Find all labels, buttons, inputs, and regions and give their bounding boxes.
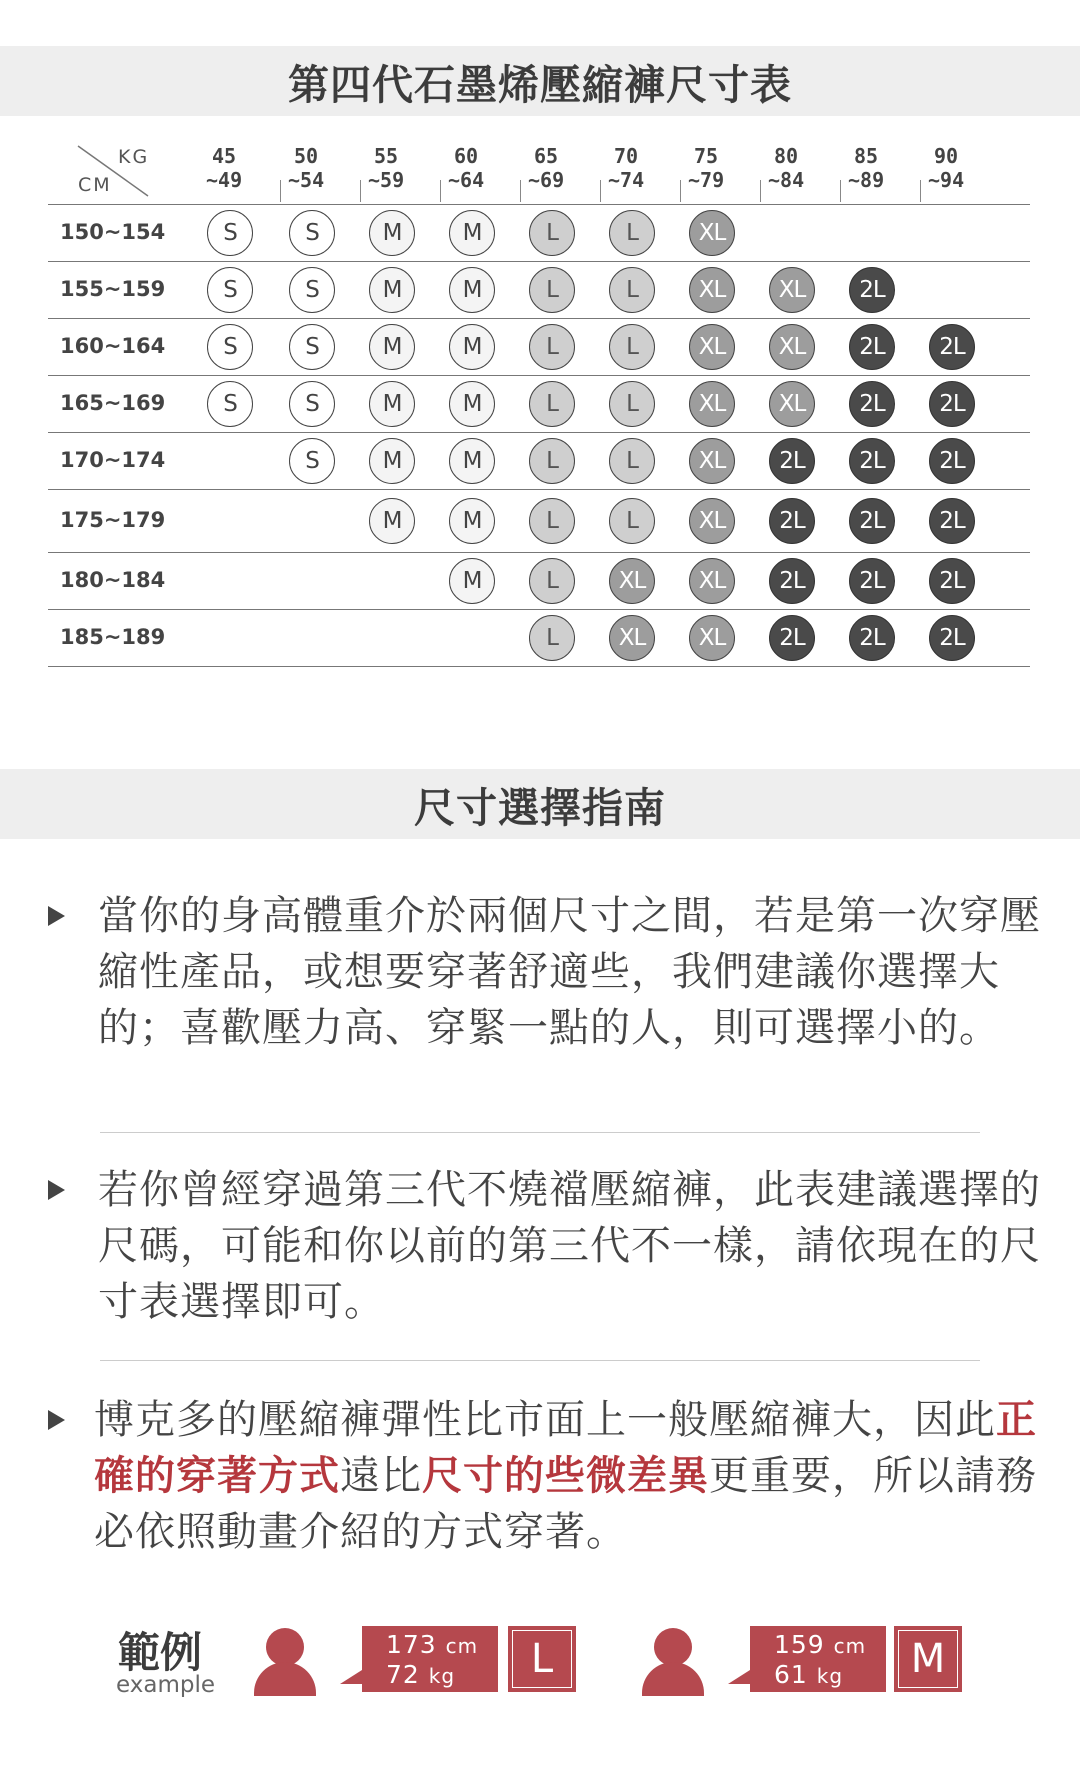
- size-badge: 2L: [929, 438, 975, 484]
- divider: [100, 1360, 980, 1361]
- weight-range-end: ~94: [928, 168, 965, 192]
- size-badge: L: [529, 324, 575, 370]
- size-badge: S: [289, 438, 335, 484]
- height-range-label: 175~179: [60, 508, 166, 532]
- size-badge: L: [609, 438, 655, 484]
- size-badge: 2L: [769, 615, 815, 661]
- size-badge: 2L: [769, 438, 815, 484]
- example-2-weight-unit: kg: [816, 1664, 844, 1688]
- weight-range-header: [848, 144, 928, 192]
- size-badge: XL: [689, 267, 735, 313]
- weight-range-end: ~79: [688, 168, 725, 192]
- column-separator: [280, 180, 281, 202]
- weight-range-start: 75: [694, 144, 719, 168]
- height-range-label: 160~164: [60, 334, 166, 358]
- weight-range-start: 50: [294, 144, 319, 168]
- guide-text-3: [94, 1392, 1054, 1560]
- example-section: [0, 1620, 1080, 1730]
- guide-text-2: 若你曾經穿過第三代不燒襠壓縮褲，此表建議選擇的尺碼，可能和你以前的第三代不一樣，請依現在的尺寸表選擇即可。: [98, 1167, 1041, 1325]
- guide-text-1: 當你的身高體重介於兩個尺寸之間，若是第一次穿壓縮性產品，或想要穿著舒適些，我們建議你選擇大的；喜歡壓力高、穿緊一點的人，則可選擇小的。: [98, 893, 1041, 1051]
- size-badge: XL: [689, 498, 735, 544]
- size-badge: M: [449, 324, 495, 370]
- size-badge: M: [449, 210, 495, 256]
- height-range-label: 185~189: [60, 625, 166, 649]
- weight-range-start: 85: [854, 144, 879, 168]
- size-badge: 2L: [769, 498, 815, 544]
- guide-title: 尺寸選擇指南: [0, 769, 1080, 839]
- size-badge: L: [529, 267, 575, 313]
- table-row: [48, 433, 1030, 490]
- size-table: [48, 138, 1030, 667]
- weight-range-header: [608, 144, 688, 192]
- size-badge: M: [369, 381, 415, 427]
- guide-text-3-part2: 遠比: [340, 1453, 422, 1499]
- size-badge: S: [207, 381, 253, 427]
- size-badge: S: [289, 324, 335, 370]
- example-1-size: L: [530, 1636, 554, 1682]
- size-badge: 2L: [849, 558, 895, 604]
- guide-text-3-part1: 博克多的壓縮褲彈性比市面上一般壓縮褲大，因此: [94, 1397, 996, 1443]
- example-1-measurements: [362, 1626, 498, 1692]
- weight-range-header: [688, 144, 768, 192]
- example-subtitle: example: [116, 1672, 215, 1698]
- size-badge: S: [289, 210, 335, 256]
- size-badge: L: [529, 381, 575, 427]
- column-separator: [920, 180, 921, 202]
- size-badge: XL: [689, 615, 735, 661]
- weight-range-end: ~89: [848, 168, 885, 192]
- weight-range-header: [528, 144, 608, 192]
- column-separator: [520, 180, 521, 202]
- triangle-bullet-icon: [48, 1180, 65, 1200]
- size-badge: M: [449, 558, 495, 604]
- example-2-size: M: [910, 1636, 946, 1682]
- weight-range-header: [928, 144, 1008, 192]
- weight-range-start: 65: [534, 144, 559, 168]
- size-badge: XL: [769, 381, 815, 427]
- weight-range-start: 70: [614, 144, 639, 168]
- weight-range-start: 90: [934, 144, 959, 168]
- size-badge: 2L: [849, 267, 895, 313]
- size-badge: S: [289, 381, 335, 427]
- size-badge: 2L: [929, 558, 975, 604]
- triangle-bullet-icon: [48, 1410, 65, 1430]
- column-separator: [440, 180, 441, 202]
- height-range-label: 180~184: [60, 568, 166, 592]
- size-badge: L: [609, 381, 655, 427]
- table-row: [48, 490, 1030, 553]
- size-badge: L: [529, 210, 575, 256]
- divider: [100, 1132, 980, 1133]
- highlight-correct-wearing: 正確的穿著方式: [94, 1397, 1037, 1499]
- size-badge: M: [369, 438, 415, 484]
- size-badge: L: [529, 498, 575, 544]
- size-badge: S: [207, 210, 253, 256]
- example-1-height: 173: [386, 1630, 437, 1659]
- size-badge: M: [369, 267, 415, 313]
- size-badge: 2L: [849, 324, 895, 370]
- page-title: 第四代石墨烯壓縮褲尺寸表: [0, 46, 1080, 116]
- weight-range-end: ~59: [368, 168, 405, 192]
- example-title: 範例: [118, 1628, 203, 1677]
- weight-range-start: 55: [374, 144, 399, 168]
- weight-range-end: ~54: [288, 168, 325, 192]
- size-badge: 2L: [929, 381, 975, 427]
- size-badge: XL: [769, 324, 815, 370]
- example-1-weight: 72: [386, 1660, 420, 1689]
- weight-range-end: ~64: [448, 168, 485, 192]
- triangle-bullet-icon: [48, 906, 65, 926]
- table-row: [48, 553, 1030, 610]
- size-badge: L: [609, 267, 655, 313]
- weight-range-header: [288, 144, 368, 192]
- size-badge: 2L: [929, 615, 975, 661]
- size-badge: M: [449, 267, 495, 313]
- size-badge: M: [369, 324, 415, 370]
- size-badge: S: [207, 324, 253, 370]
- size-badge: S: [289, 267, 335, 313]
- size-badge: XL: [689, 210, 735, 256]
- size-badge: M: [369, 498, 415, 544]
- size-badge: M: [449, 381, 495, 427]
- size-badge: L: [529, 558, 575, 604]
- size-badge: 2L: [849, 381, 895, 427]
- size-badge: 2L: [849, 498, 895, 544]
- size-badge: 2L: [929, 324, 975, 370]
- table-row: [48, 262, 1030, 319]
- weight-range-start: 80: [774, 144, 799, 168]
- size-badge: M: [449, 438, 495, 484]
- column-separator: [840, 180, 841, 202]
- size-badge: 2L: [929, 498, 975, 544]
- size-badge: XL: [689, 438, 735, 484]
- example-2-size-badge: [894, 1626, 962, 1692]
- size-badge: XL: [689, 558, 735, 604]
- weight-range-start: 45: [212, 144, 237, 168]
- size-badge: L: [529, 615, 575, 661]
- size-badge: XL: [609, 615, 655, 661]
- column-separator: [600, 180, 601, 202]
- size-badge: L: [609, 210, 655, 256]
- size-badge: L: [529, 438, 575, 484]
- kg-axis-label: KG: [118, 146, 150, 168]
- size-badge: 2L: [849, 438, 895, 484]
- weight-range-header: [206, 144, 286, 192]
- example-1-height-unit: cm: [445, 1634, 479, 1658]
- size-badge: 2L: [769, 558, 815, 604]
- size-badge: XL: [689, 324, 735, 370]
- table-header: [48, 138, 1030, 205]
- weight-range-start: 60: [454, 144, 479, 168]
- size-badge: XL: [769, 267, 815, 313]
- height-range-label: 170~174: [60, 448, 166, 472]
- weight-range-header: [368, 144, 448, 192]
- guide-text-3-part3: 更重要，所以請務必依照動畫介紹的方式穿著。: [94, 1453, 1037, 1555]
- example-2-weight: 61: [774, 1660, 808, 1689]
- table-row: [48, 319, 1030, 376]
- height-range-label: 165~169: [60, 391, 166, 415]
- example-1-size-badge: [508, 1626, 576, 1692]
- weight-range-end: ~84: [768, 168, 805, 192]
- example-2-height: 159: [774, 1630, 825, 1659]
- weight-range-header: [448, 144, 528, 192]
- column-separator: [760, 180, 761, 202]
- weight-range-end: ~69: [528, 168, 565, 192]
- size-badge: S: [207, 267, 253, 313]
- table-row: [48, 376, 1030, 433]
- example-1-weight-unit: kg: [428, 1664, 456, 1688]
- weight-range-end: ~74: [608, 168, 645, 192]
- column-separator: [360, 180, 361, 202]
- cm-axis-label: CM: [78, 174, 112, 196]
- size-badge: 2L: [849, 615, 895, 661]
- column-separator: [680, 180, 681, 202]
- size-badge: M: [449, 498, 495, 544]
- height-range-label: 150~154: [60, 220, 166, 244]
- size-badge: L: [609, 324, 655, 370]
- size-badge: XL: [689, 381, 735, 427]
- example-2-height-unit: cm: [833, 1634, 867, 1658]
- table-row: [48, 205, 1030, 262]
- highlight-size-difference: 尺寸的些微差異: [422, 1453, 709, 1499]
- height-range-label: 155~159: [60, 277, 166, 301]
- table-row: [48, 610, 1030, 667]
- person-icon: [640, 1628, 706, 1696]
- size-badge: M: [369, 210, 415, 256]
- size-badge: XL: [609, 558, 655, 604]
- example-2-measurements: [750, 1626, 886, 1692]
- weight-range-end: ~49: [206, 168, 243, 192]
- weight-range-header: [768, 144, 848, 192]
- size-badge: L: [609, 498, 655, 544]
- person-icon: [252, 1628, 318, 1696]
